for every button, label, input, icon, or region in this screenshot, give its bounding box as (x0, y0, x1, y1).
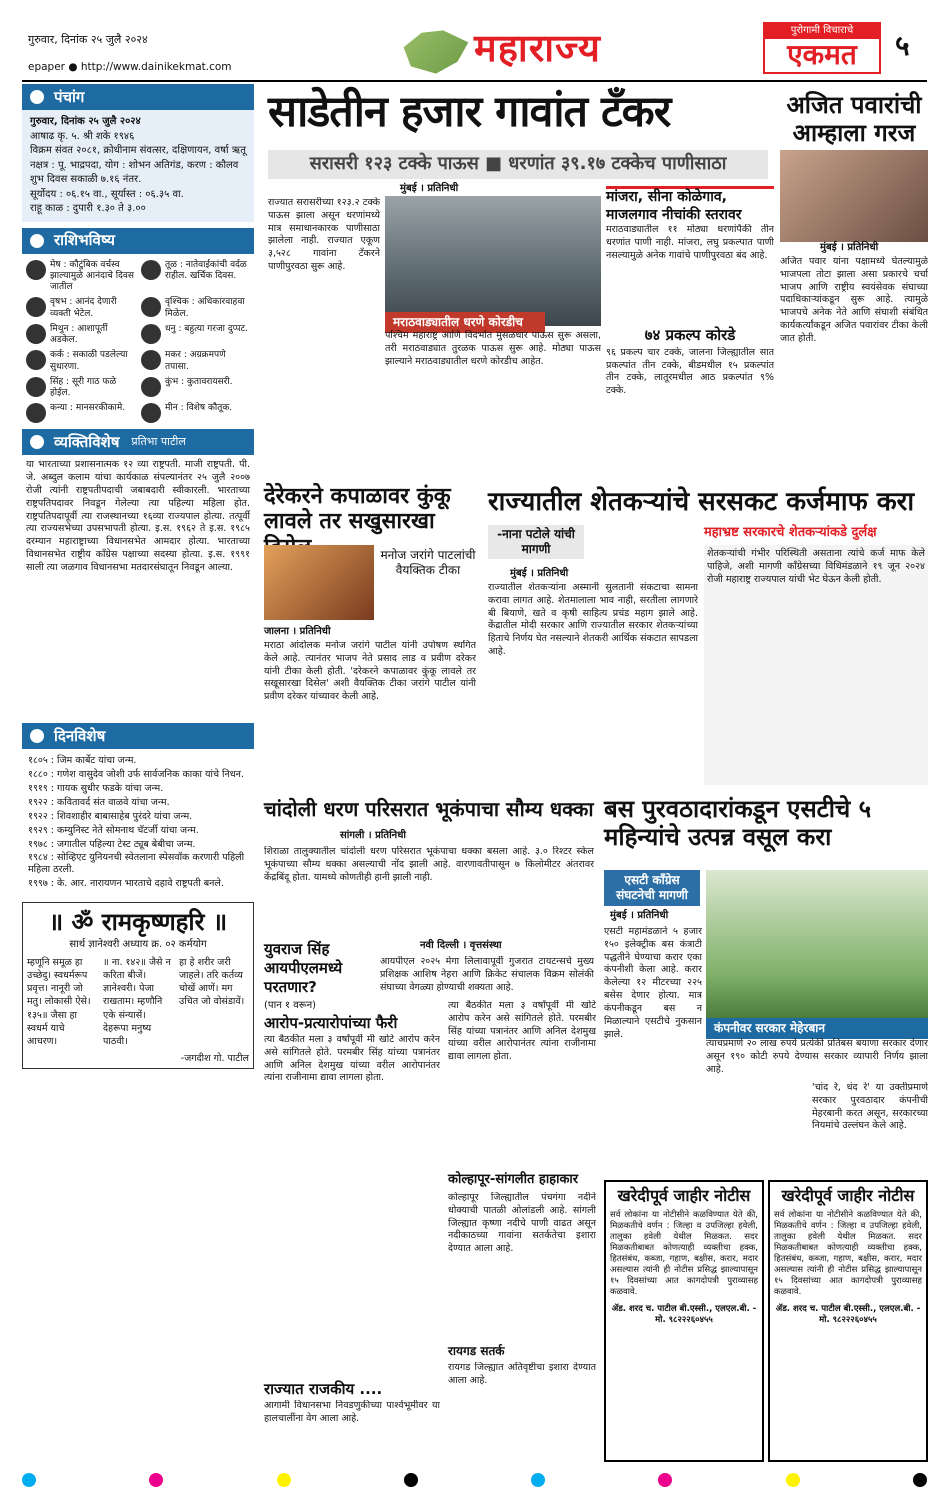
notice-2-body: सर्व लोकांना या नोटीसीने कळविण्यात येते की, मिळकतीचे वर्णन : जिल्हा व उपजिल्हा हवेली, तालुका हवेली येथील मिळकत. सदर मिळकतीबाबत कोणत्याही व्यक्तीचा हक्क, हितसंबंध, कब्जा, गहाण, बक्षीस, करार, मदार असल्यास त्यांनी ही नोटीस प्रसिद्ध झाल्यापासून १५ दिवसांच्या आत कागदोपत्री पुराव्यासह कळवावे. (774, 1210, 922, 1298)
rashi-grid (22, 254, 254, 430)
jarange-headline: देरेकरने कपाळावर कुंकू लावले तर सखुसारखा (264, 484, 451, 535)
fighting-tag: (पान १ वरून) (264, 1000, 317, 1011)
brand-name: एकमत (787, 37, 857, 71)
yellow-dot-icon (277, 1473, 291, 1487)
yuvraj-headline: युवराज सिंह आयपीएलमध्ये परतणार? (264, 940, 343, 996)
rashi-item: मकर : अग्रक्रमपणे तपासा. (141, 350, 250, 373)
notice-1-title: खरेदीपूर्व जाहीर नोटीस (617, 1186, 751, 1205)
ajit-headline: अजित पवारांची आम्हाला गरज (786, 91, 922, 147)
rashi-item: मिथुन : आशापूर्ती अडकेल. (26, 324, 135, 347)
rashi-icon (30, 234, 44, 248)
panchang-line: नक्षत्र : पू. भाद्रपदा, योग : शोभन अतिगंड, करण : कौलव (30, 159, 239, 171)
rashi-item: धनु : बहुत्या गरजा दुप्पट. (141, 324, 250, 347)
quake-byline: सांगली । प्रतिनिधी (340, 830, 406, 841)
st-headline: बस पुरवठादारांकडून एसटीचे ५ महिन्यांचे उत्पन्न वसूल करा (604, 795, 872, 851)
dinvishesh-item: १९७८ : जगातील पहिल्या टेस्ट ट्यूब बेबीचा जन्म. (28, 838, 196, 850)
electric-bus-photo (706, 870, 928, 1020)
fighting-sub: राज्यात राजकीय .... (264, 1380, 383, 1398)
ramkrishnahari-subtitle: सार्थ ज्ञानेश्वरी अध्याय क्र. ०२ कर्मयोग (69, 939, 207, 950)
notice-1-body: सर्व लोकांना या नोटीसीने कळविण्यात येते की, मिळकतीचे वर्णन : जिल्हा व उपजिल्हा हवेली, तालुका हवेली येथील मिळकत. सदर मिळकतीबाबत कोणत्याही व्यक्तीचा हक्क, हितसंबंध, कब्जा, गहाण, बक्षीस, करार, मदार असल्यास त्यांनी ही नोटीस प्रसिद्ध झाल्यापासून १५ दिवसांच्या आत कागदोपत्री पुराव्यासह कळवावे. (610, 1210, 758, 1298)
manjara-title: मांजरा, सीना कोळेगाव, माजलगाव नीचांकी स्तरावर (606, 189, 742, 223)
zodiac-leo-icon (26, 377, 46, 397)
dinvishesh-item: १८०५ : जिम कार्बेट यांचा जन्म. (28, 755, 137, 767)
vyaktivishesh-heading: व्यक्तिविशेष प्रतिभा पाटील (22, 429, 254, 455)
page-number: ५ (895, 29, 910, 62)
brand-tagline: पुरोगामी विचाराचे (765, 24, 879, 39)
lead-photo-text: पश्चिम महाराष्ट्र आणि विदर्भात मुसळधार पाऊस सुरू असला, तरी मराठवाड्यात तुरळक पाऊस सुरू आहे. मोठ्या पाऊस झाल्याने मराठवाड्यातील धरणे कोरडीच आहेत. (385, 330, 601, 367)
zodiac-taurus-icon (26, 297, 46, 317)
st-col2: 'चांद रे, धंद रे' या उक्तीप्रमाणे सरकार पुरवठादार कंपनीची मेहरबानी करत असून, सरकारच्या नियमांचे उल्लंघन केले आहे. (812, 1082, 928, 1132)
jarange-photo (264, 545, 374, 620)
quake-body: शिराळा तालुक्यातील चांदोली धरण परिसरात भूकंपाचा धक्का बसला आहे. ३.० रिश्टर स्केल भूकंपाच्या सौम्य धक्का असल्याची नोंद झाली आहे. वारणावतीपासून ७ किलोमीटर अंतरावर केंद्रबिंदू होता. यामध्ये कोणतीही हानी झाली नाही. (264, 846, 594, 883)
kolhapur-prev: त्या बैठकीत मला ३ वर्षांपूर्वी मी खोटे आरोप करेन असे सांगितले होते. परमबीर सिंह यांच्या पत्रानंतर आणि अनिल देशमुख यांच्या वरील आरोपानंतर त्यांना राजीनामा द्यावा लागला होता. (448, 1000, 596, 1063)
manjara-body: मराठवाड्यातील ११ मोठ्या धरणांपैकी तीन धरणांत पाणी नाही. मांजरा, लघु प्रकल्पात पाणी नसल्यामुळे अनेक गावांचे पाणीपुरवठा बंद आहे. (606, 224, 774, 261)
manjara-box (606, 186, 774, 443)
zodiac-gemini-icon (26, 324, 46, 344)
rashi-heading: राशिभविष्य (22, 228, 254, 254)
st-photo-caption: कंपनीवर सरकार मेहेरबान (706, 1018, 928, 1039)
zodiac-sagittarius-icon (141, 324, 161, 344)
person-icon (30, 435, 44, 449)
rashi-item: कुंभ : कुतावरायसरी. (141, 377, 250, 400)
zodiac-virgo-icon (26, 403, 46, 423)
yellow-dot-icon (786, 1473, 800, 1487)
fighting-body2: आगामी विधानसभा निवडणुकीच्या पार्श्वभूमीवर या हालचालींना वेग आला आहे. (264, 1400, 440, 1424)
maharashtra-map-icon (400, 28, 472, 76)
rashi-item: वृश्चिक : अधिकारवाहवा मिळेल. (141, 297, 250, 320)
notice-2-sign: ॲड. शरद च. पाटील बी.एस्सी., एलएल.बी. - मो. ९८२२२६०४५५ (775, 1304, 921, 1325)
section-logo: महाराज्य (474, 26, 601, 70)
rashi-item: कर्क : सकाळी पडलेल्या सुधारणा. (26, 350, 135, 373)
left-sidebar (22, 84, 254, 1069)
panchang-date: गुरुवार, दिनांक २५ जुलै २०२४ (30, 116, 141, 127)
ramkrishnahari-col: हा हे शरीर जरी जाहले। तरि कर्तव्य चोखें आणें। मग उचित जो वोसंडावें। (179, 956, 245, 1008)
header-divider (22, 80, 927, 82)
st-photo-text: त्याचप्रमाणे २० लाख रुपये प्रत्येकी प्रतिबस बयाणा सरकार देणार असून १९० कोटी रुपये देण्यास सरकार व्यापारी निर्णय झाला आहे. (706, 1038, 928, 1075)
black-dot-icon (913, 1473, 927, 1487)
notice-1 (604, 1180, 764, 1462)
rashi-item: सिंह : सूरी गाठ फळे होईल. (26, 377, 135, 400)
panchang-box (22, 110, 254, 222)
header-date: गुरुवार, दिनांक २५ जुलै २०२४ (28, 33, 148, 46)
loan-side-body: शेतकऱ्यांची गंभीर परिस्थिती असताना त्यांचे कर्ज माफ केले पाहिजे, अशी मागणी काँग्रेसच्या विधिमंडळाने १९ जून २०२४ रोजी महाराष्ट्र राज्यपाल यांची भेट घेऊन केली होती. (704, 545, 928, 785)
rashi-item: मीन : विशेष कौतूक. (141, 403, 250, 423)
projects-dry-title: ७४ प्रकल्प कोरडे (644, 326, 736, 344)
dinvishesh-heading: दिनविशेष (22, 723, 254, 749)
kolhapur-headline: कोल्हापूर-सांगलीत हाहाकार (448, 1172, 579, 1187)
magenta-dot-icon (658, 1473, 672, 1487)
rashi-item: तूळ : नातेवाईकांची वर्दळ राहील. खर्चिक दिवस. (141, 260, 250, 294)
ajit-pawar-photo (780, 150, 928, 242)
st-byline: मुंबई । प्रतिनिधी (610, 910, 669, 921)
magenta-dot-icon (149, 1473, 163, 1487)
panchang-heading: पंचांग (22, 84, 254, 110)
brand-logo (763, 22, 881, 74)
calendar-icon (30, 729, 44, 743)
raigad-sub: रायगड सतर्क (448, 1344, 505, 1358)
lead-col1: राज्यात सरासरीच्या १२३.२ टक्के पाऊस झाला असून धरणांमध्ये मात्र समाधानकारक पाणीसाठा झालेला नाही. राज्यात एकूण ३,५२८ गावांना टँकरने पाणीपुरवठा सुरू आहे. (268, 197, 380, 273)
header-url[interactable]: epaper ● http://www.dainikekmat.com (28, 61, 232, 73)
lead-headline: साडेतीन हजार गावांत टँकर (268, 87, 671, 137)
cyan-dot-icon (531, 1473, 545, 1487)
jarange-byline: जालना । प्रतिनिधी (264, 626, 331, 637)
lead-byline: मुंबई । प्रतिनिधी (400, 183, 459, 194)
fighting-headline: आरोप-प्रत्यारोपांच्या फैरी (264, 1014, 398, 1032)
zodiac-pisces-icon (141, 403, 161, 423)
projects-dry-body: ९६ प्रकल्प चार टक्के, जालना जिल्ह्यातील सात प्रकल्पांत तीन टक्के, बीडमधील १५ प्रकल्पांत तीन टक्के, लातूरमधील आठ प्रकल्पांत ९% टक्के. (606, 346, 774, 397)
lead-photo-caption: मराठवाड्यातील धरणे कोरडीच (385, 312, 545, 333)
yuvraj-byline: नवी दिल्ली । वृत्तसंस्था (420, 940, 502, 951)
zodiac-cancer-icon (26, 350, 46, 370)
ramkrishnahari-col: म्हणूनि समूळ हा उच्छेदु। स्वधर्मरूप प्रवृत्त। नानूरी जो मतु। लोकासी ऐसे। १३५॥ जैसा हा स्वधर्म याचे आचरण। (27, 956, 91, 1048)
dinvishesh-item: १९२२ : कवितावर्द संत वाळवे यांचा जन्म. (28, 796, 170, 808)
st-body: एसटी महामंडळाने ५ हजार १५० इलेक्ट्रीक बस कंत्राटी पद्धतीने घेण्याचा करार एका कंपनीशी केला आहे. करार केलेल्या १२ मीटरच्या २२५ बसेस देणार होत्या. मात्र कंपनीकडून बस न मिळाल्याने एसटीचे नुकसान झाले. (604, 926, 702, 1040)
panchang-line: सूर्योदय : ०६.१५ वा., सूर्यास्त : ०६.३५ वा. (30, 188, 184, 200)
raigad-body: रायगड जिल्ह्यात अतिवृष्टीचा इशारा देण्यात आला आहे. (448, 1362, 596, 1386)
dinvishesh-item: १८८० : गणेश वासुदेव जोशी उर्फ सार्वजनिक काका यांचे निधन. (28, 769, 244, 781)
st-box: एसटी काँग्रेस संघटनेची मागणी (604, 870, 700, 906)
loan-headline: राज्यातील शेतकऱ्यांचे सरसकट कर्जमाफ करा (488, 487, 915, 517)
dam-river-photo (385, 196, 601, 326)
ramkrishnahari-col: ॥ ना. १४२॥ जैसे न करिता बीजें। ज्ञानेश्वरी। पेजा राखताम। म्हणौनि एके संन्यासें। देहरूपा मनुष्य पाठवी। (103, 956, 171, 1048)
loan-box: -नाना पटोले यांची मागणी (488, 525, 584, 559)
panchang-line: आषाढ कृ. ५. श्री शके १९४६ (30, 130, 135, 142)
dinvishesh-item: १९९७ : के. आर. नारायणन भारताचे दहावे राष्ट्रपती बनले. (28, 878, 224, 890)
print-registration-bar (22, 1470, 927, 1490)
zodiac-aries-icon (26, 260, 46, 280)
black-dot-icon (404, 1473, 418, 1487)
dinvishesh-item: १९२९ : कम्युनिस्ट नेते सोमनाथ चॅटर्जी यांचा जन्म. (28, 824, 199, 836)
panchang-icon (30, 90, 44, 104)
yuvraj-body: आयपीएल २०२५ मेगा लिलावापूर्वी गुजरात टायटन्सचे मुख्य प्रशिक्षक आशिष नेहरा आणि क्रिकेट संचालक विक्रम सोलंकी संघाच्या वेगळ्या होण्याची शक्यता आहे. (380, 956, 594, 992)
fighting-body: त्या बैठकीत मला ३ वर्षांपूर्वी मी खोटे आरोप करेन असे सांगितले होते. परमबीर सिंह यांच्या पत्रानंतर आणि अनिल देशमुख यांच्या वरील आरोपानंतर त्यांना राजीनामा द्यावा लागला होता. (264, 1034, 440, 1084)
zodiac-capricorn-icon (141, 350, 161, 370)
loan-side-title: महाभ्रष्ट सरकारचे शेतकऱ्यांकडे दुर्लक्ष (704, 525, 877, 540)
loan-byline: मुंबई । प्रतिनिधी (510, 568, 569, 579)
jarange-body: मराठा आंदोलक मनोज जरांगे पाटील यांनी उपोषण स्थगित केले आहे. त्यानंतर भाजप नेते प्रसाद लाड व प्रवीण दरेकर यांनी टीका केली होती. 'दरेकरने कपाळावर कुंकू लावले तर सखूसारखा दिसेल' अशी वैयक्तिक टीका जरांगे पाटील यांनी प्रवीण दरेकर यांच्यावर केली आहे. (264, 640, 476, 703)
rashi-item: वृषभ : आनंद देणारी व्यक्ती भेटेल. (26, 297, 135, 320)
rashi-item: मेष : कौटुंबिक वर्चस्व झाल्यामुळे आनंदाचे दिवस जातील (26, 260, 135, 294)
ramkrishnahari-title: ॥ ॐ रामकृष्णहरि ॥ (48, 908, 228, 936)
dinvishesh-item: १९२२ : शिवशाहीर बाबासाहेब पुरंदरे यांचा जन्म. (28, 810, 193, 822)
lead-subhead: सरासरी १२३ टक्के पाऊस ■ धरणांत ३९.१७ टक्केच पाणीसाठा (268, 150, 768, 179)
ajit-byline: मुंबई । प्रतिनिधी (820, 242, 879, 253)
zodiac-scorpio-icon (141, 297, 161, 317)
notice-1-sign: ॲड. शरद च. पाटील बी.एस्सी., एलएल.बी. - मो. ९८२२२६०४५५ (611, 1304, 757, 1325)
zodiac-libra-icon (141, 260, 161, 280)
ajit-body: अजित पवार यांना पक्षामध्ये घेतल्यामुळे भाजपला तोटा झाला असा प्रकारचे चर्चा भाजप आणि राष्ट्रीय स्वयंसेवक संघाच्या पदाधिकाऱ्यांकडून सुरू आहे. त्यामुळे भाजपचे अनेक नेते आणि संघाशी संबंधित कार्यकर्त्यांकडून अजित पवारांवर टीका केली जात होती. (780, 256, 928, 344)
panchang-line: विक्रम संवत २०८१, क्रोधीनाम संवत्सर, दक्षिणायन, वर्षा ऋतू (30, 145, 246, 156)
notice-2-title: खरेदीपूर्व जाहीर नोटीस (781, 1186, 915, 1205)
dinvishesh-item: १९८४ : सोव्हिएट युनियनची स्वेतलाना स्पेसवॉक करणारी पहिली महिला ठरली. (28, 852, 245, 876)
panchang-line: राहू काळ : दुपारी १.३० ते ३.०० (30, 203, 146, 214)
quake-headline: चांदोली धरण परिसरात भूकंपाचा सौम्य धक्का (264, 797, 594, 821)
vyaktivishesh-body: या भारताच्या प्रशासनात्मक १२ व्या राष्ट्रपती. माजी राष्ट्रपती. पी. जे. अब्दुल कलाम यांचा कार्यकाळ संपल्यानंतर २५ जुलै २००७ रोजी त्यांनी राष्ट्रपतीपदाची जबाबदारी स्वीकारली. भारताच्या राष्ट्रपतिपदावर निवडून गेलेल्या त्या पहिल्या महिला होत. राष्ट्रपतिपदापूर्वी त्या राजस्थानच्या १६व्या राज्यपाल होत्या. तत्पूर्वी त्या राज्यसभेच्या उपसभापती होत्या. इ.स. १९६२ ते इ.स. १९८५ दरम्यान महाराष्ट्राच्या विधानसभेत आमदार होत्या. भारताच्या विधानसभेत राष्ट्रीय काँग्रेस पक्षाच्या सदस्या होत्या. इ.स. १९९१ साली त्या जळगाव विधानसभा मतदारसंघातून निवडून आल्या. (26, 459, 250, 573)
ramkrishnahari-box (22, 902, 254, 1069)
panchang-line: शुभ दिवस सकाळी ७.१६ नंतर. (30, 174, 142, 185)
ramkrishnahari-author: -जगदीश गो. पाटील (180, 1052, 249, 1064)
zodiac-aquarius-icon (141, 377, 161, 397)
dinvishesh-list (22, 749, 254, 896)
dinvishesh-item: १९१९ : गायक सुधीर फडके यांचा जन्म. (28, 783, 164, 794)
notice-2 (768, 1180, 928, 1462)
cyan-dot-icon (22, 1473, 36, 1487)
loan-body: राज्यातील शेतकऱ्यांना अस्मानी सुलतानी संकटाचा सामना करावा लागत आहे. शेतमालाला भाव नाही, सरतीला लागणारे बी बियाणे, खते व कृषी साहित्य प्रचंड महाग झाले आहे. केंद्रातील मोदी सरकार आणि राज्यातील सरकार शेतकऱ्यांच्या हिताचे निर्णय घेत नसल्याने शेतकरी आर्थिक संकटात सापडला आहे. (488, 582, 698, 658)
jarange-box: मनोज जरांगे पाटलांची वैयक्तिक टीका (380, 548, 476, 577)
kolhapur-body: कोल्हापूर जिल्ह्यातील पंचगंगा नदीने धोक्याची पातळी ओलांडली आहे. सांगली जिल्ह्यात कृष्णा नदीचे पाणी वाढत असून नदीकाठच्या गावांना सतर्कतेचा इशारा देण्यात आला आहे. (448, 1192, 596, 1255)
rashi-item: कन्या : मानसरकीकामे. (26, 403, 135, 423)
